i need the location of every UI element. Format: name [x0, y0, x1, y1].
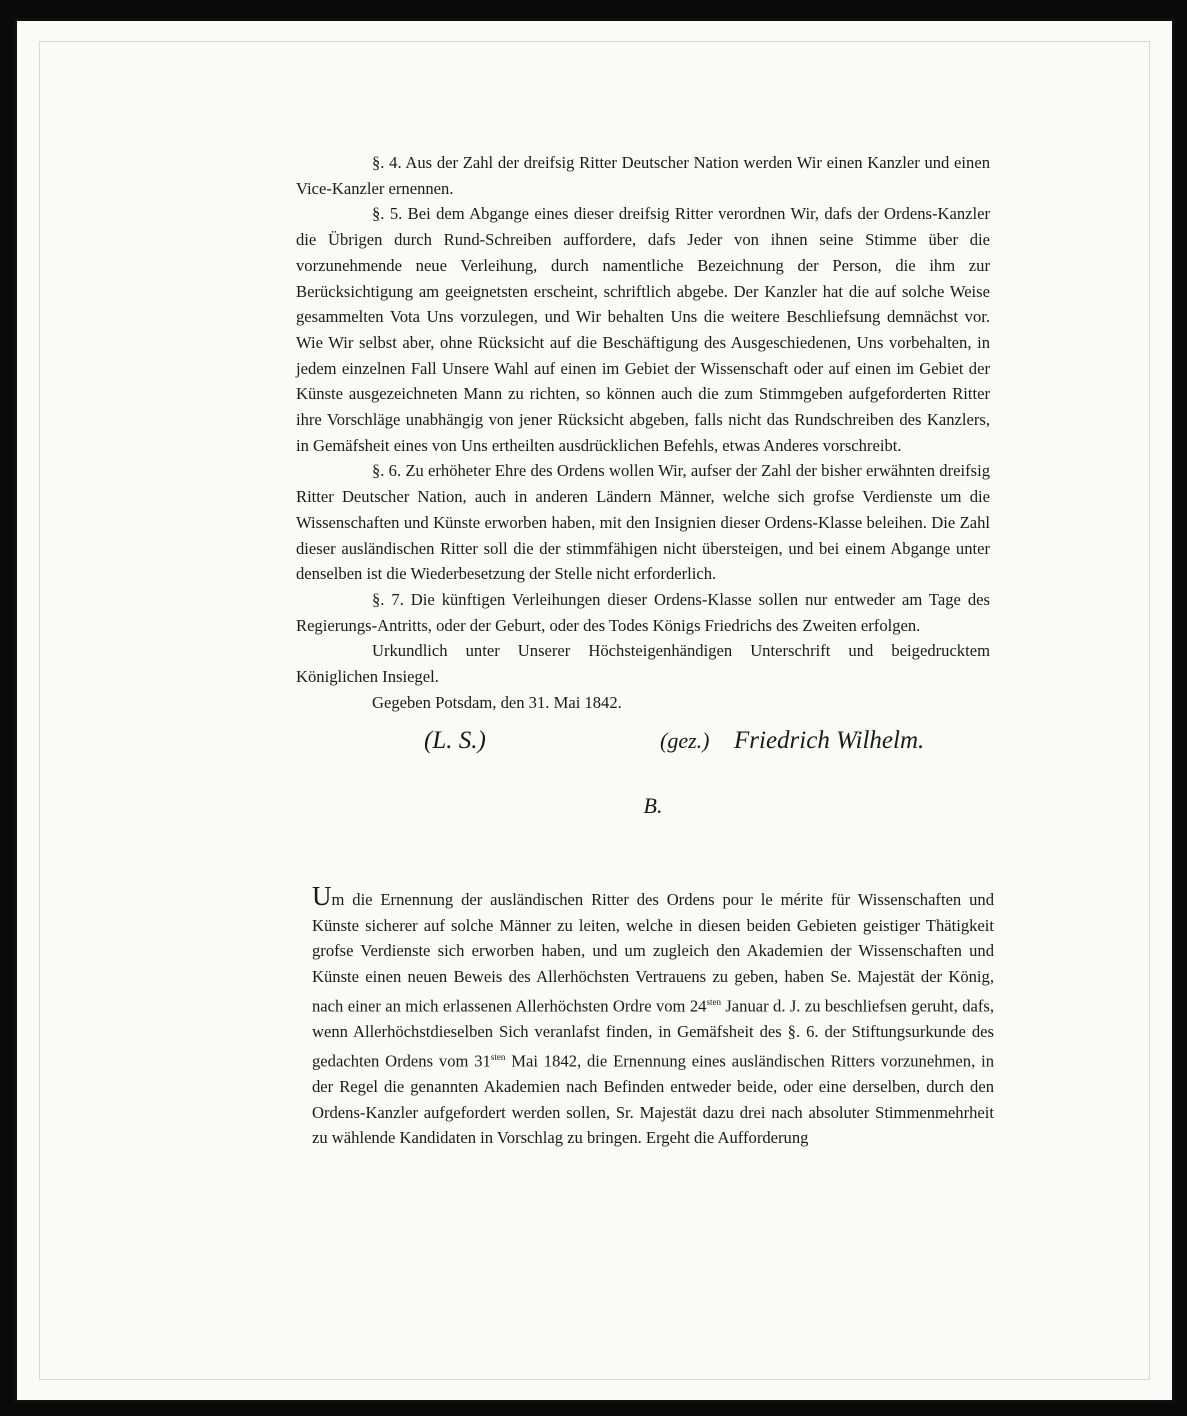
superscript-sten-1: sten — [706, 996, 721, 1007]
paragraph-5: §. 5. Bei dem Abgange eines dieser dreifsig Ritter verordnen Wir, dafs der Ordens-Kanzler die Übrigen durch Rund-Schreiben auffordere, dafs Jeder von ihnen seine Stimme über die vorzunehmende neue Verleihung, durch namentliche Bezeichnung der Person, die ihm zur Berücksichtigung am geeignetsten erscheint, schriftlich abgebe. Der Kanzler hat die auf solche Weise gesammelten Vota Uns vorzulegen, und Wir behalten Uns die weitere Beschliefsung demnächst vor. Wie Wir selbst aber, ohne Rücksicht auf die Beschäftigung des Ausgeschiedenen, Uns vorbehalten, in jedem einzelnen Fall Unsere Wahl auf einen im Gebiet der Wissenschaft oder auf einen im Gebiet der Künste ausgezeichneten Mann zu richten, so können auch die zum Stimmgeben aufgeforderten Ritter ihre Vorschläge unabhängig von jener Rücksicht abgeben, falls nicht das Rundschreiben des Kanzlers, in Gemäfsheit eines von Uns ertheilten ausdrücklichen Befehls, etwas Anderes vorschreibt. — [296, 204, 990, 455]
superscript-sten-2: sten — [490, 1051, 506, 1062]
signature-name: Friedrich Wilhelm. — [734, 727, 925, 755]
signature-line — [296, 719, 990, 763]
paragraph-4: §. 4. Aus der Zahl der dreifsig Ritter Deutscher Nation werden Wir einen Kanzler und einen Vice-Kanzler ernennen. — [296, 153, 990, 198]
dateline: Gegeben Potsdam, den 31. Mai 1842. — [372, 692, 622, 712]
paragraph-6: §. 6. Zu erhöheter Ehre des Ordens wollen Wir, aufser der Zahl der bisher erwähnten dreifsig Ritter Deutscher Nation, auch in anderen Ländern Männer, welche sich grofse Verdienste um die Wissenschaften und Künste erworben haben, mit den Insignien dieser Ordens-Klasse beleihen. Die Zahl dieser ausländischen Ritter soll die der stimmfähigen nicht übersteigen, und bei einem Abgange unter denselben ist die Wiederbesetzung der Stelle nicht erforderlich. — [296, 461, 990, 584]
section-b-body-3: Mai 1842, die Ernennung eines ausländischen Ritters vorzunehmen, in der Regel die genannten Akademien nach Befinden entweder beide, oder eine derselben, durch den Ordens-Kanzler aufgefordert werden sollen, Sr. Majestät dazu drei nach absoluter Stimmenmehrheit zu wählende Kandidaten in Vorschlag zu bringen. Ergeht die Aufforderung — [312, 1051, 994, 1148]
paragraph-urkundlich: Urkundlich unter Unserer Höchsteigenhändigen Unterschrift und beigedrucktem Königlichen Insiegel. — [296, 641, 990, 687]
section-b-body-1: m die Ernennung der ausländischen Ritter des Ordens pour le mérite für Wissenschaften und Künste sicherer auf solche Männer zu leiten, welche in diesen beiden Gebieten geistiger Thätigkeit grofse Verdienste sich erworben haben, und um zugleich den Akademien der Wissenschaften und Künste einen neuen Beweis des Allerhöchsten Vertrauens zu geben, haben Se. Majestät der König, nach einer an mich erlassenen Allerhöchsten Ordre vom 24 — [312, 890, 994, 1016]
seal-mark: (L. S.) — [424, 727, 486, 755]
section-b-paragraph — [312, 881, 994, 1151]
drop-cap: U — [312, 881, 332, 911]
section-a-text — [296, 150, 990, 843]
section-b-body-2: Januar d. J. zu beschliefsen geruht, dafs, wenn Allerhöchstdieselben Sich veranlafst finden, in Gemäfsheit des §. 6. der Stiftungsurkunde des gedachten Ordens vom 31 — [312, 996, 994, 1071]
section-b-heading: B. — [643, 793, 663, 819]
paragraph-7: §. 7. Die künftigen Verleihungen dieser Ordens-Klasse sollen nur entweder am Tage des Regierungs-Antritts, oder der Geburt, oder des Todes Königs Friedrichs des Zweiten erfolgen. — [296, 589, 990, 635]
section-b-text — [312, 881, 994, 1151]
gez-mark: (gez.) — [660, 728, 710, 754]
